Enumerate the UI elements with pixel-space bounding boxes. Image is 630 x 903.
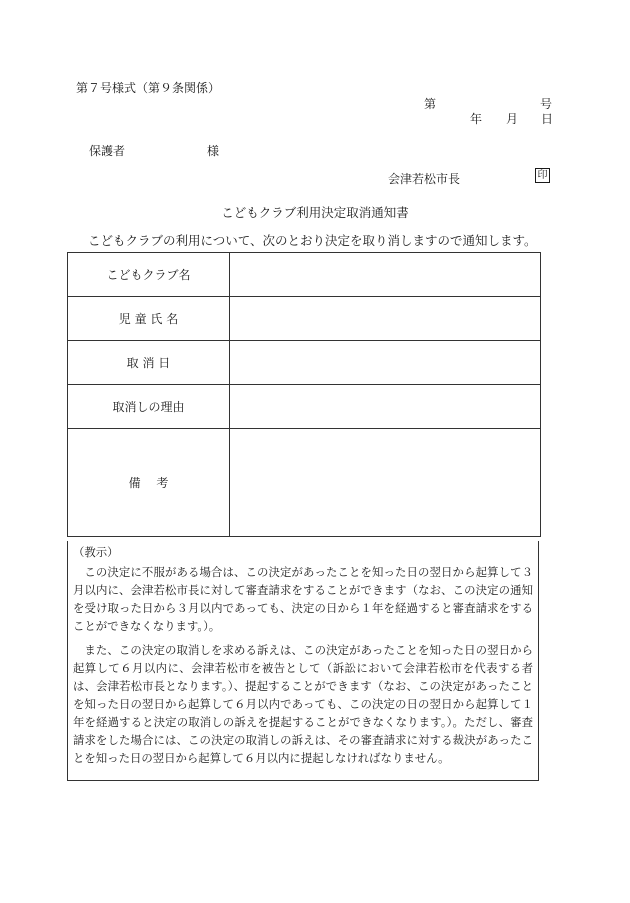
document-title: こどもクラブ利用決定取消通知書 bbox=[221, 205, 409, 220]
date-day-label: 日 bbox=[541, 112, 554, 126]
form-number-label: 第７号様式（第９条関係） bbox=[76, 81, 221, 95]
table-row bbox=[68, 429, 541, 537]
child-name-label: 児 童 氏 名 bbox=[68, 297, 230, 341]
table-row bbox=[68, 253, 541, 297]
date-year-label: 年 bbox=[470, 112, 483, 126]
cancel-reason-label: 取消しの理由 bbox=[68, 385, 230, 429]
remarks-label: 備 考 bbox=[68, 429, 230, 537]
recipient-label: 保護者 bbox=[89, 144, 126, 158]
remarks-value[interactable] bbox=[230, 429, 541, 537]
document-intro: こどもクラブの利用について、次のとおり決定を取り消しますので通知します。 bbox=[88, 233, 537, 248]
cancel-date-label: 取 消 日 bbox=[68, 341, 230, 385]
issuer-name: 会津若松市長 bbox=[388, 172, 461, 186]
recipient-honorific: 様 bbox=[207, 144, 220, 158]
notice-paragraph-lawsuit: また、この決定の取消しを求める訴えは、この決定があったことを知った日の翌日から起算して６月以内に、会津若松市を被告として（訴訟において会津若松市を代表する者は、会津若松市長となります。）、提起することができます（なお、この決定があったことを知った日の翌日から起算して６月以内であっても、この決定の日の翌日から起算して１年を経過すると決定の取消しの訴えを提起することができなくなります。）。ただし、審査請求をした場合には、この決定の取消しの訴えは、その審査請求に対する裁決があったことを知った日の翌日から起算して６月以内に提起しなければなりません。 bbox=[73, 643, 533, 765]
table-row bbox=[68, 297, 541, 341]
cancel-date-value[interactable] bbox=[230, 341, 541, 385]
club-name-label: こどもクラブ名 bbox=[68, 253, 230, 297]
cancel-reason-value[interactable] bbox=[230, 385, 541, 429]
notice-paragraph-appeal: この決定に不服がある場合は、この決定があったことを知った日の翌日から起算して３月以内に、会津若松市長に対して審査請求をすることができます（なお、この決定の通知を受け取った日から３月以内であっても、決定の日から１年を経過すると審査請求をすることができなくなります。）。 bbox=[73, 565, 533, 633]
legal-notice-box bbox=[67, 541, 539, 781]
club-name-value[interactable] bbox=[230, 253, 541, 297]
table-row bbox=[68, 341, 541, 385]
seal-mark: 印 bbox=[535, 168, 550, 183]
date-month-label: 月 bbox=[506, 112, 519, 126]
child-name-value[interactable] bbox=[230, 297, 541, 341]
details-table bbox=[67, 252, 541, 537]
table-row bbox=[68, 385, 541, 429]
notice-heading: （教示） bbox=[73, 545, 119, 559]
document-number-prefix: 第 bbox=[424, 97, 437, 111]
document-number-suffix: 号 bbox=[540, 97, 553, 111]
